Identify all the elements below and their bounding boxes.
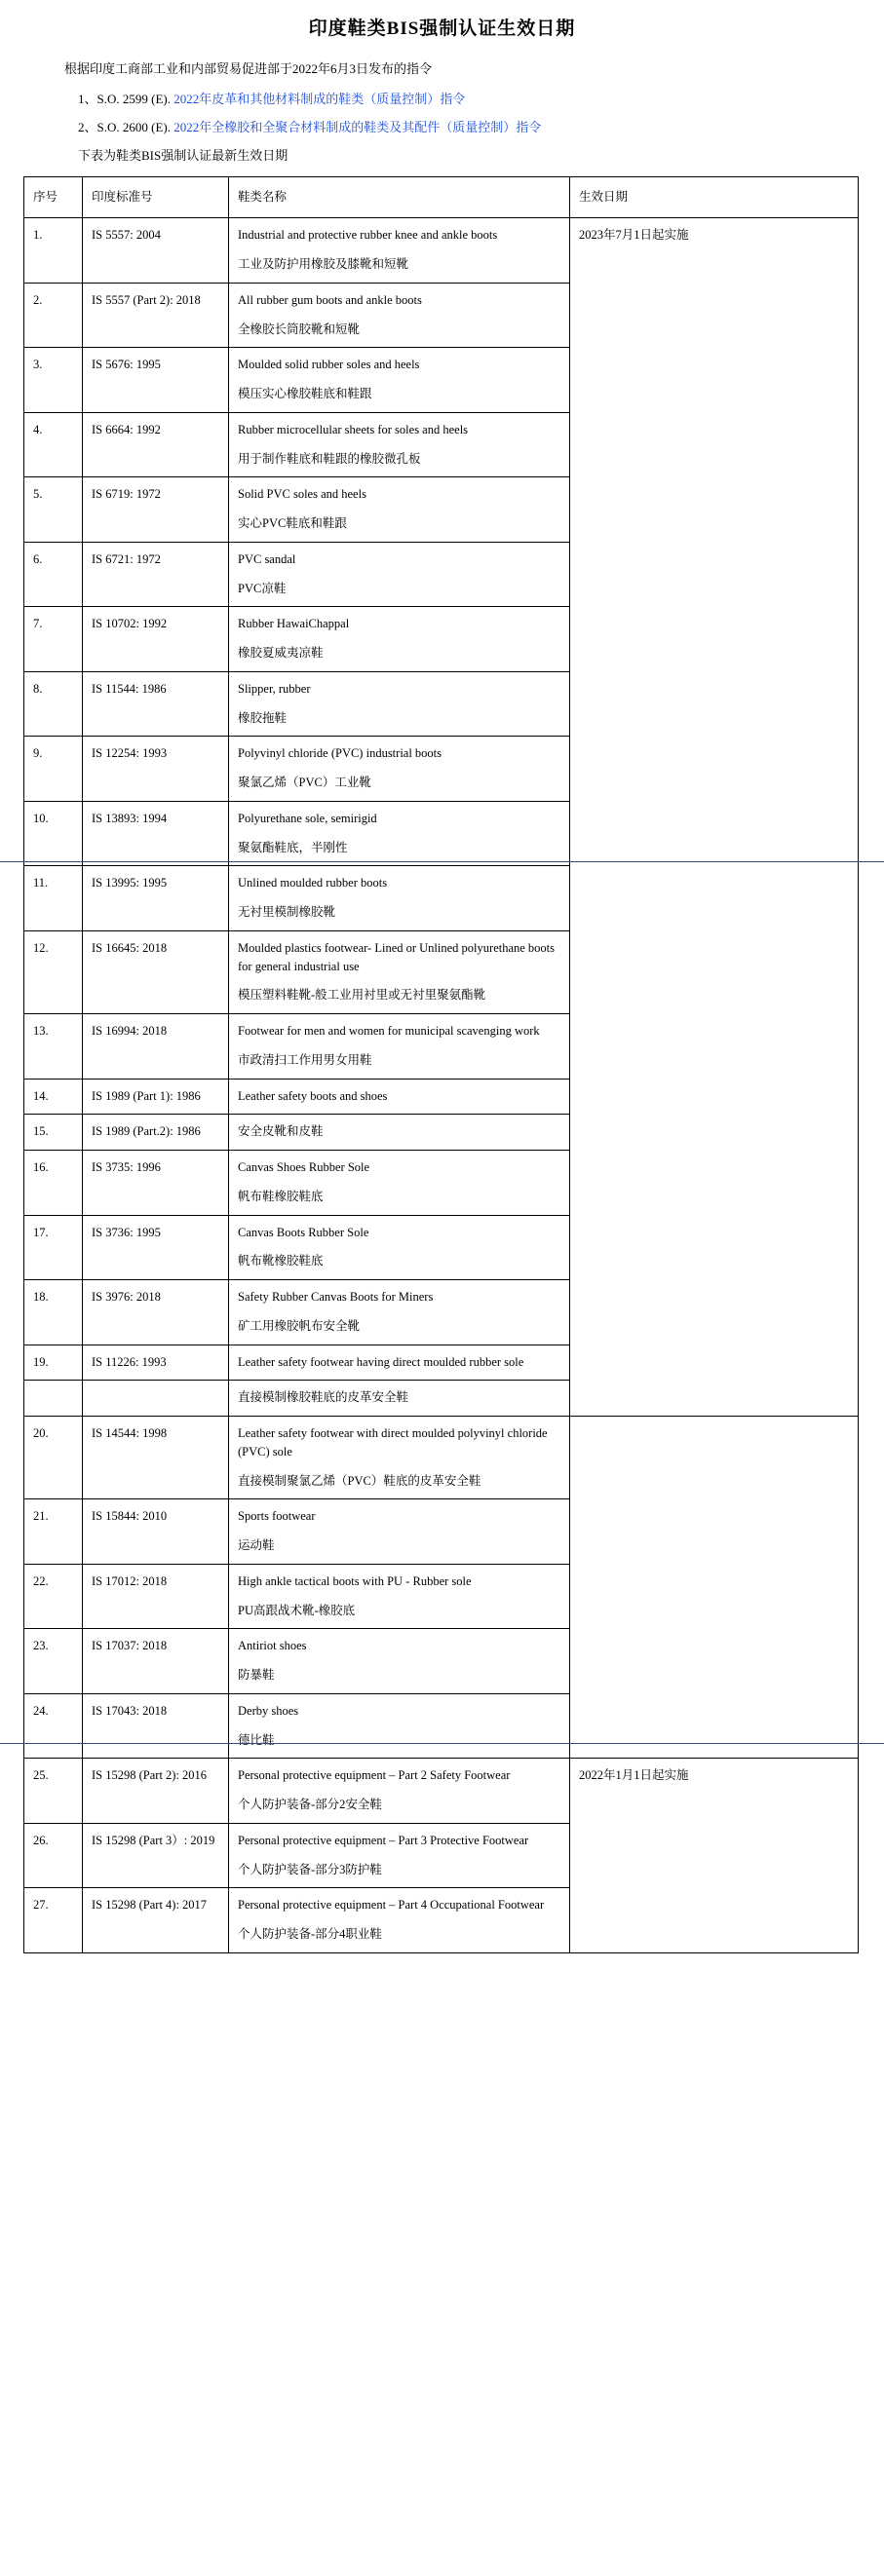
row-name-zh: 防暴鞋	[238, 1668, 275, 1683]
row-std: IS 16645: 2018	[83, 930, 229, 1013]
row-name	[229, 1215, 570, 1280]
row-date-group-1: 2023年7月1日起实施	[570, 218, 859, 1417]
row-name-en: All rubber gum boots and ankle boots	[238, 292, 422, 307]
row-name	[229, 348, 570, 413]
intro-item-2-prefix: 2、S.O. 2600 (E).	[78, 120, 174, 135]
row-name-zh: 无衬里模制橡胶靴	[238, 905, 336, 920]
row-std: IS 15298 (Part 4): 2017	[83, 1888, 229, 1953]
row-name	[229, 1280, 570, 1345]
row-name-zh: 聚氯乙烯（PVC）工业靴	[238, 776, 371, 790]
row-name-zh: 全橡胶长筒胶靴和短靴	[238, 322, 361, 336]
row-std: IS 17012: 2018	[83, 1564, 229, 1629]
row-no: 14.	[24, 1079, 83, 1115]
page-title: 印度鞋类BIS强制认证生效日期	[308, 19, 576, 39]
row-date-blank	[570, 1417, 859, 1759]
row-no: 21.	[24, 1499, 83, 1565]
row-name-en: Footwear for men and women for municipal scavenging work	[238, 1024, 540, 1039]
row-std: IS 11226: 1993	[83, 1345, 229, 1381]
intro-item-2-blue: 2022年全橡胶和全聚合材料制成的鞋类及其配件（质量控制）指令	[173, 120, 542, 135]
row-std: IS 15844: 2010	[83, 1499, 229, 1565]
table-header-row	[24, 176, 859, 218]
row-name	[229, 1014, 570, 1080]
row-name-en: Personal protective equipment – Part 3 Protective Footwear	[238, 1833, 529, 1847]
table-row	[24, 1417, 859, 1499]
row-name-zh: PU高跟战术靴-橡胶底	[238, 1603, 356, 1617]
row-name-en: Unlined moulded rubber boots	[238, 876, 388, 890]
row-date-group-2: 2022年1月1日起实施	[570, 1759, 859, 1953]
table-row	[24, 1759, 859, 1824]
intro-item-1	[78, 90, 834, 109]
row-name-zh: 市政清扫工作用男女用鞋	[238, 1052, 372, 1067]
row-no: 19.	[24, 1345, 83, 1381]
row-std: IS 3736: 1995	[83, 1215, 229, 1280]
standards-table	[23, 176, 859, 1953]
row-std: IS 10702: 1992	[83, 607, 229, 672]
row-name	[229, 218, 570, 284]
row-no: 15.	[24, 1115, 83, 1151]
row-name	[229, 671, 570, 737]
row-std: IS 12254: 1993	[83, 737, 229, 802]
intro-item-1-blue: 2022年皮革和其他材料制成的鞋类（质量控制）指令	[173, 92, 466, 107]
row-name-en: Leather safety boots and shoes	[238, 1088, 388, 1103]
row-std: IS 17037: 2018	[83, 1629, 229, 1694]
row-name	[229, 1888, 570, 1953]
row-name-en: Leather safety footwear having direct moulded rubber sole	[238, 1354, 524, 1369]
row-name-en: Moulded solid rubber soles and heels	[238, 358, 420, 372]
row-name-en: High ankle tactical boots with PU - Rubber sole	[238, 1573, 472, 1588]
row-name	[229, 1345, 570, 1381]
row-name	[229, 801, 570, 866]
row-name	[229, 1823, 570, 1888]
row-name	[229, 737, 570, 802]
row-name-en: Canvas Shoes Rubber Sole	[238, 1160, 370, 1175]
row-no: 4.	[24, 412, 83, 477]
row-no: 22.	[24, 1564, 83, 1629]
row-name-zh: 运动鞋	[238, 1538, 275, 1553]
row-name-en: Solid PVC soles and heels	[238, 487, 366, 502]
intro-below: 下表为鞋类BIS强制认证最新生效日期	[78, 148, 288, 164]
row-no: 9.	[24, 737, 83, 802]
row-name-en: Sports footwear	[238, 1509, 316, 1524]
row-std: IS 1989 (Part.2): 1986	[83, 1115, 229, 1151]
row-name	[229, 1079, 570, 1115]
row-name-en: Industrial and protective rubber knee and ankle boots	[238, 228, 498, 243]
row-no: 10.	[24, 801, 83, 866]
row-name-zh: 橡胶夏威夷凉鞋	[238, 646, 324, 661]
row-name-en: Canvas Boots Rubber Sole	[238, 1225, 369, 1239]
row-std: IS 17043: 2018	[83, 1693, 229, 1759]
row-no: 12.	[24, 930, 83, 1013]
row-no: 25.	[24, 1759, 83, 1824]
row-name	[229, 607, 570, 672]
row-name	[229, 1115, 570, 1151]
row-name-zh: 帆布靴橡胶鞋底	[238, 1254, 324, 1269]
row-no: 24.	[24, 1693, 83, 1759]
row-no: 23.	[24, 1629, 83, 1694]
row-name	[229, 1629, 570, 1694]
row-name-zh: 橡胶拖鞋	[238, 710, 288, 725]
row-std	[83, 1381, 229, 1417]
row-name-zh: 德比鞋	[238, 1732, 275, 1747]
row-no: 1.	[24, 218, 83, 284]
row-std: IS 11544: 1986	[83, 671, 229, 737]
row-name-en: Personal protective equipment – Part 2 Safety Footwear	[238, 1768, 511, 1783]
row-no: 26.	[24, 1823, 83, 1888]
row-std: IS 16994: 2018	[83, 1014, 229, 1080]
row-no: 16.	[24, 1151, 83, 1216]
row-no: 6.	[24, 542, 83, 607]
row-name-zh: 工业及防护用橡胶及膝靴和短靴	[238, 257, 409, 272]
row-name-en: Derby shoes	[238, 1703, 299, 1718]
row-name	[229, 412, 570, 477]
row-name	[229, 1417, 570, 1499]
row-name-en: Rubber microcellular sheets for soles and heels	[238, 422, 469, 436]
row-name-zh: 个人防护装备-部分2安全鞋	[238, 1798, 382, 1812]
row-name-en: Rubber HawaiChappal	[238, 617, 350, 631]
row-std: IS 14544: 1998	[83, 1417, 229, 1499]
row-name-en: Safety Rubber Canvas Boots for Miners	[238, 1290, 434, 1305]
row-std: IS 3735: 1996	[83, 1151, 229, 1216]
row-name-zh: 模压塑料鞋靴-般工业用衬里或无衬里聚氨酯靴	[238, 988, 486, 1003]
row-std: IS 1989 (Part 1): 1986	[83, 1079, 229, 1115]
row-name-en: Polyvinyl chloride (PVC) industrial boots	[238, 746, 442, 761]
row-name	[229, 283, 570, 348]
row-name	[229, 477, 570, 543]
row-no	[24, 1381, 83, 1417]
row-name-zh: 模压实心橡胶鞋底和鞋跟	[238, 387, 372, 401]
row-name-zh: 个人防护装备-部分4职业鞋	[238, 1927, 382, 1942]
row-no: 17.	[24, 1215, 83, 1280]
table-row	[24, 218, 859, 284]
row-no: 20.	[24, 1417, 83, 1499]
page-break-line-1	[0, 861, 884, 862]
row-name-zh: 实心PVC鞋底和鞋跟	[238, 516, 347, 531]
row-name-zh: PVC凉鞋	[238, 581, 287, 595]
row-std: IS 13995: 1995	[83, 866, 229, 931]
row-name-en: Personal protective equipment – Part 4 Occupational Footwear	[238, 1898, 545, 1913]
row-name	[229, 1564, 570, 1629]
row-std: IS 15298 (Part 2): 2016	[83, 1759, 229, 1824]
row-name-en: Leather safety footwear with direct moulded polyvinyl chloride (PVC) sole	[238, 1426, 548, 1458]
row-name	[229, 866, 570, 931]
row-name-zh: 聚氨酯鞋底，半刚性	[238, 840, 348, 854]
row-no: 7.	[24, 607, 83, 672]
row-no: 27.	[24, 1888, 83, 1953]
row-std: IS 15298 (Part 3）: 2019	[83, 1823, 229, 1888]
row-std: IS 6664: 1992	[83, 412, 229, 477]
row-name	[229, 1381, 570, 1417]
row-name-en: Polyurethane sole, semirigid	[238, 811, 377, 825]
row-no: 8.	[24, 671, 83, 737]
intro-item-2	[78, 118, 834, 137]
row-name-en: Slipper, rubber	[238, 681, 311, 696]
row-name-zh: 直接模制橡胶鞋底的皮革安全鞋	[238, 1390, 409, 1405]
header-std: 印度标准号	[83, 176, 229, 218]
row-name	[229, 1499, 570, 1565]
row-name	[229, 1759, 570, 1824]
header-name: 鞋类名称	[229, 176, 570, 218]
row-name-zh: 直接模制聚氯乙烯（PVC）鞋底的皮革安全鞋	[238, 1473, 481, 1488]
row-name-zh: 个人防护装备-部分3防护鞋	[238, 1862, 382, 1876]
intro-item-1-prefix: 1、S.O. 2599 (E).	[78, 92, 174, 107]
intro-lead: 根据印度工商部工业和内部贸易促进部于2022年6月3日发布的指令	[64, 61, 433, 76]
row-name-zh: 用于制作鞋底和鞋跟的橡胶微孔板	[238, 451, 421, 466]
row-name	[229, 930, 570, 1013]
row-name-zh: 矿工用橡胶帆布安全靴	[238, 1318, 361, 1333]
row-no: 11.	[24, 866, 83, 931]
row-name	[229, 1693, 570, 1759]
row-no: 13.	[24, 1014, 83, 1080]
intro-block	[64, 59, 834, 167]
row-no: 18.	[24, 1280, 83, 1345]
row-name-zh: 安全皮靴和皮鞋	[238, 1124, 324, 1139]
row-name	[229, 542, 570, 607]
document-page	[0, 14, 884, 2576]
header-no: 序号	[24, 176, 83, 218]
row-name-en: Moulded plastics footwear- Lined or Unlined polyurethane boots for general industrial use	[238, 940, 556, 973]
row-std: IS 6719: 1972	[83, 477, 229, 543]
row-std: IS 6721: 1972	[83, 542, 229, 607]
row-std: IS 5557: 2004	[83, 218, 229, 284]
row-no: 3.	[24, 348, 83, 413]
row-no: 2.	[24, 283, 83, 348]
header-date: 生效日期	[570, 176, 859, 218]
row-name-en: PVC sandal	[238, 551, 296, 566]
row-name-zh: 帆布鞋橡胶鞋底	[238, 1189, 324, 1203]
row-name	[229, 1151, 570, 1216]
row-no: 5.	[24, 477, 83, 543]
row-std: IS 13893: 1994	[83, 801, 229, 866]
row-name-en: Antiriot shoes	[238, 1639, 307, 1653]
page-break-line-2	[0, 1743, 884, 1744]
row-std: IS 3976: 2018	[83, 1280, 229, 1345]
row-std: IS 5676: 1995	[83, 348, 229, 413]
row-std: IS 5557 (Part 2): 2018	[83, 283, 229, 348]
